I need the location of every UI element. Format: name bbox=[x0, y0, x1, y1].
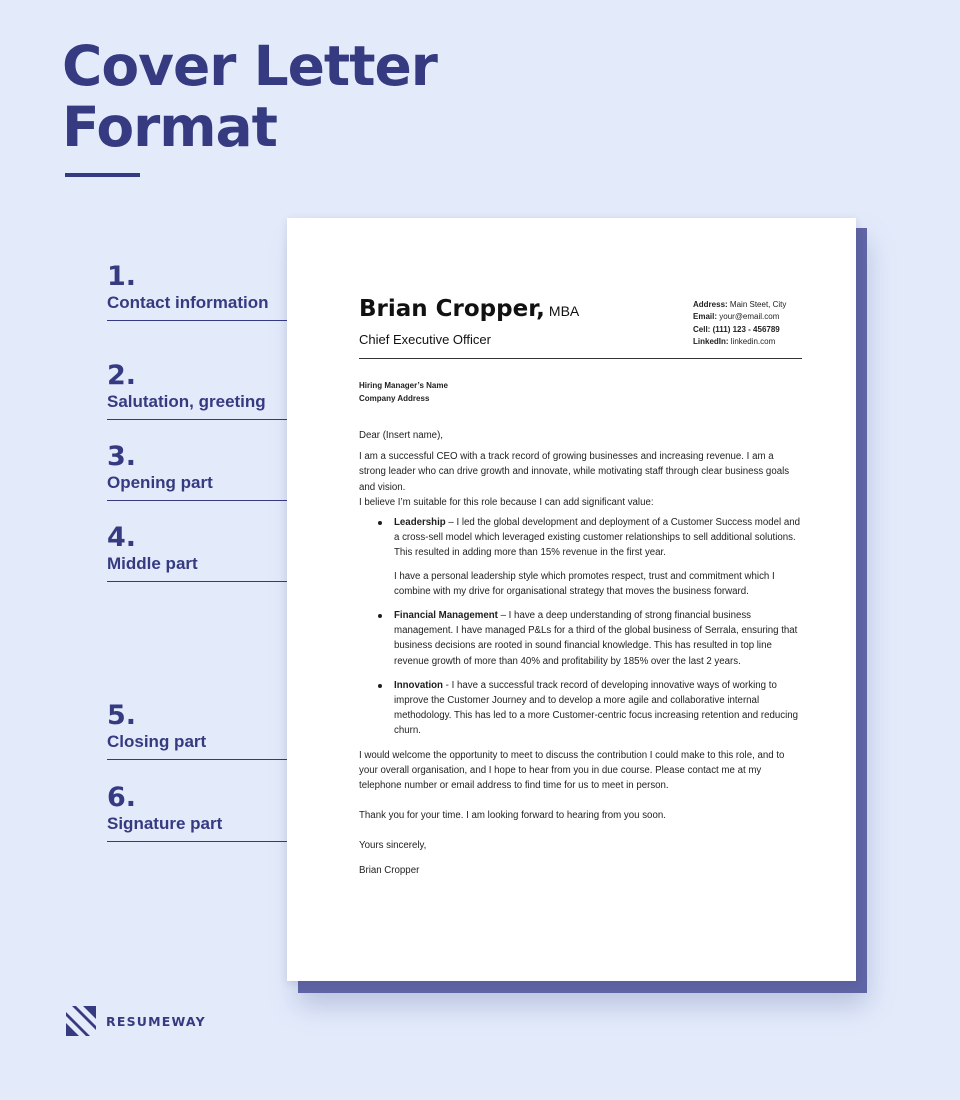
signature: Brian Cropper bbox=[359, 864, 420, 876]
page-title bbox=[62, 36, 437, 158]
section-number: 3. bbox=[107, 441, 137, 472]
resumeway-logo-icon bbox=[66, 1006, 96, 1036]
applicant-name-text: Brian Cropper, bbox=[359, 296, 545, 322]
recipient-name: Hiring Manager’s Name bbox=[359, 381, 448, 390]
header-divider bbox=[359, 358, 802, 359]
value-list bbox=[359, 515, 803, 739]
letter-body bbox=[359, 428, 803, 878]
recipient-address: Company Address bbox=[359, 394, 430, 403]
bullet-icon bbox=[378, 684, 382, 688]
brand-name: RESUMEWAY bbox=[106, 1013, 206, 1029]
salutation: Dear (Insert name), bbox=[359, 430, 443, 441]
section-number: 6. bbox=[107, 782, 137, 813]
brand-logo bbox=[66, 1006, 206, 1036]
recipient-block bbox=[359, 379, 448, 405]
contact-email: Email: your@email.com bbox=[693, 312, 780, 322]
contact-address: Address: Main Steet, City bbox=[693, 300, 787, 309]
section-label: Middle part bbox=[107, 554, 198, 573]
contact-block bbox=[693, 299, 786, 349]
section-label: Contact information bbox=[107, 293, 269, 312]
list-item: Innovation - I have a successful track record of developing innovative ways of working to improve the Customer Journey and to develop a more agile and collaborative internal methodology. This has led to a more Customer-centric focus increasing retention and reducing churn. bbox=[394, 678, 803, 739]
section-number: 4. bbox=[107, 522, 137, 553]
list-item-extra: I have a personal leadership style which promotes respect, trust and commitment which I combine with my drive for organisational strategy that moves the business forward. bbox=[394, 570, 775, 597]
title-line-2: Format bbox=[62, 95, 277, 159]
list-item: Leadership – I led the global development and deployment of a Customer Success model and a cross-sell model which leveraged existing customer relationships to sell additional solutions. This resulted in adding more than 15% revenue in the first year. I have a personal leadership style which promotes respect, trust and commitment which I combine with my drive for organisational strategy that moves the business forward. bbox=[394, 515, 803, 599]
contact-linkedin: LinkedIn: linkedin.com bbox=[693, 337, 776, 347]
section-number: 5. bbox=[107, 700, 137, 731]
signoff: Yours sincerely, bbox=[359, 840, 427, 852]
bullet-icon bbox=[378, 521, 382, 525]
title-line-1: Cover Letter bbox=[62, 34, 437, 98]
intro-paragraph: I believe I’m suitable for this role because I can add significant value: bbox=[359, 496, 654, 508]
applicant-role: Chief Executive Officer bbox=[359, 332, 491, 347]
section-label: Opening part bbox=[107, 473, 213, 492]
section-label: Closing part bbox=[107, 732, 207, 751]
thanks-line: Thank you for your time. I am looking forward to hearing from you soon. bbox=[359, 810, 666, 822]
section-number: 1. bbox=[107, 261, 137, 292]
title-underline bbox=[65, 173, 140, 177]
section-number: 2. bbox=[107, 360, 137, 391]
section-label: Salutation, greeting bbox=[107, 392, 266, 411]
bullet-icon bbox=[378, 614, 382, 618]
opening-paragraph: I am a successful CEO with a track record of growing businesses and increasing revenue. I am a strong leader who can drive growth and innovate, while motivating staff through clear business goals and vision. bbox=[359, 451, 790, 493]
closing-paragraph: I would welcome the opportunity to meet to discuss the contribution I could make to this role, and to your overall organisation, and I hope to hear from you in due course. Please contact me at my telephone number or email address to find time for us to meet in person. bbox=[359, 749, 785, 792]
contact-cell: Cell: (111) 123 - 456789 bbox=[693, 324, 780, 334]
applicant-name bbox=[359, 296, 579, 322]
applicant-credential: MBA bbox=[548, 303, 580, 319]
section-label: Signature part bbox=[107, 814, 223, 833]
letter-page bbox=[287, 218, 856, 981]
list-item: Financial Management – I have a deep understanding of strong financial business management. I have managed P&Ls for a third of the global business of Serrala, ensuring that business decisions are rooted in sound financial knowledge. This has resulted in top line revenue growth of more than 40% and profitability by 185% over the last 2 years. bbox=[394, 608, 803, 669]
